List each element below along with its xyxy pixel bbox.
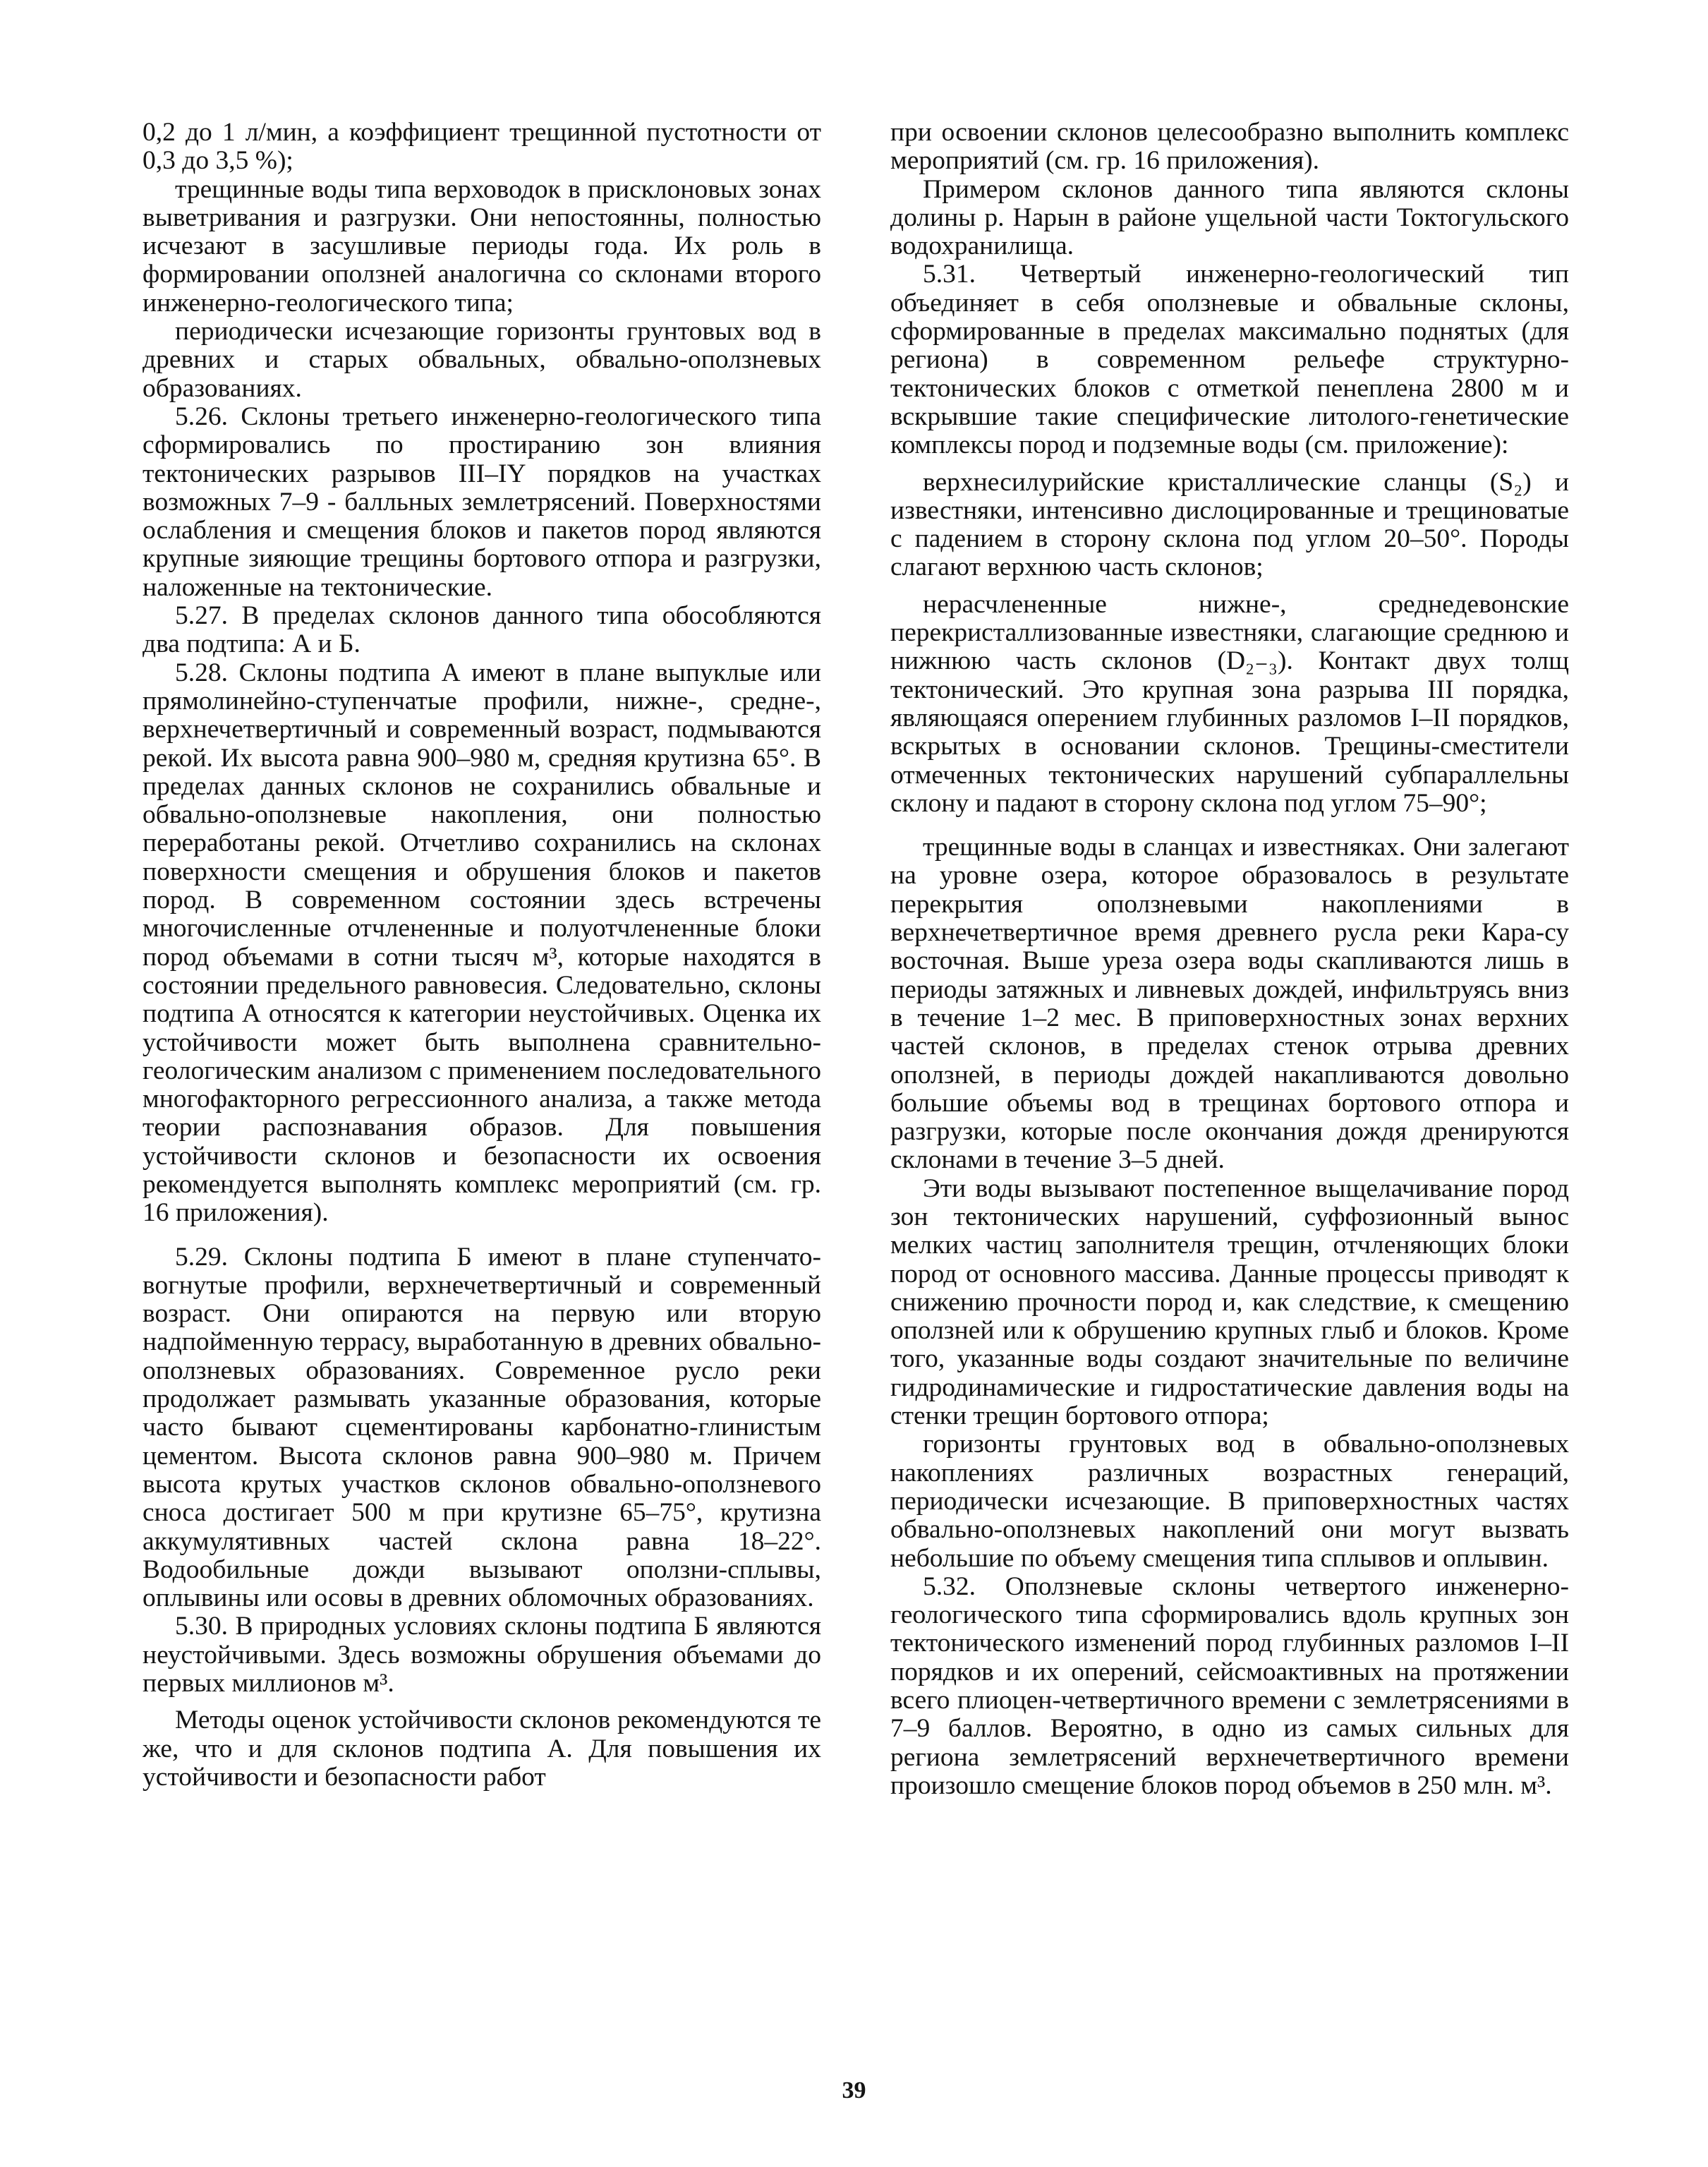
paragraph: Методы оценок устойчивости склонов рекомендуются те же, что и для склонов подтипа А. Для повышения их устойчивости и безопасности работ	[143, 1706, 821, 1792]
paragraph: 5.29. Склоны подтипа Б имеют в плане ступенчато-вогнутые профили, верхнечетвертичный и современный возраст. Они опираются на первую или вторую надпойменную террасу, выработанную в древних обвально-оползневых образованиях. Современное русло реки продолжает размывать указанные образования, которые часто бывают сцементированы карбонатно-глинистым цементом. Высота склонов равна 900–980 м. Причем высота крутых участков склонов обвально-оползневого сноса достигает 500 м при крутизне 65–75°, крутизна аккумулятивных частей склона равна 18–22°. Водообильные дожди вызывают оползни-сплывы, оплывины или осовы в древних обломочных образованиях.	[143, 1242, 821, 1613]
paragraph: 5.32. Оползневые склоны четвертого инженерно-геологического типа сформировались вдоль крупных зон тектонического изменений пород глубинных разломов I–II порядков и их оперений, сейсмоактивных на протяжении всего плиоцен-четвертичного времени с землетрясениями в 7–9 баллов. Вероятно, в одно из самых сильных для региона землетрясений верхнечетвертичного времени произошло смещение блоков пород объемов в 250 млн. м³.	[890, 1571, 1569, 1800]
paragraph: 5.30. В природных условиях склоны подтипа Б являются неустойчивыми. Здесь возможны обрушения объемами до первых миллионов м³.	[143, 1612, 821, 1698]
paragraph: 5.27. В пределах склонов данного типа обособляются два подтипа: А и Б.	[143, 601, 821, 659]
paragraph: горизонты грунтовых вод в обвально-оползневых накоплениях различных возрастных генераций, периодически исчезающие. В приповерхностных частях обвально-оползневых накоплений они могут вызвать небольшие по объему смещения типа сплывов и оплывин.	[890, 1430, 1569, 1573]
paragraph: верхнесилурийские кристаллические сланцы (S₂) и известняки, интенсивно дислоцированные и трещиноватые с падением в сторону склона под углом 20–50°. Породы слагают верхнюю часть склонов;	[890, 467, 1569, 582]
paragraph: Эти воды вызывают постепенное выщелачивание пород зон тектонических нарушений, суффозионный вынос мелких частиц заполнителя трещин, отчленяющих блоки пород от основного массива. Данные процессы приводят к снижению прочности пород и, как следствие, к смещению оползней или к обрушению крупных глыб и блоков. Кроме того, указанные воды создают значительные по величине гидродинамические и гидростатические давления воды на стенки трещин бортового отпора;	[890, 1173, 1569, 1431]
right-column	[890, 119, 1569, 1800]
paragraph: 5.31. Четвертый инженерно-геологический тип объединяет в себя оползневые и обвальные склоны, сформированные в пределах максимально поднятых (для региона) в современном рельефе структурно-тектонических блоков с отметкой пенеплена 2800 м и вскрывшие такие специфические литолого-генетические комплексы пород и подземные воды (см. приложение):	[890, 260, 1569, 460]
paragraph: трещинные воды в сланцах и известняках. Они залегают на уровне озера, которое образовалось в результате перекрытия оползневыми накоплениями в верхнечетвертичное время древнего русла реки Кара-су восточная. Выше уреза озера воды скапливаются лишь в периоды затяжных и ливневых дождей, инфильтруясь вниз в течение 1–2 мес. В приповерхностных зонах верхних частей склонов, в пределах стенок отрыва древних оползней, в периоды дождей накапливаются довольно большие объемы вод в трещинах бортового отпора и разгрузки, которые после окончания дождя дренируются склонами в течение 3–5 дней.	[890, 833, 1569, 1175]
page-number: 39	[842, 2077, 866, 2103]
paragraph: 0,2 до 1 л/мин, а коэффициент трещинной пустотности от 0,3 до 3,5 %);	[143, 118, 821, 176]
paragraph: трещинные воды типа верховодок в присклоновых зонах выветривания и разгрузки. Они непостоянны, полностью исчезают в засушливые периоды года. Их роль в формировании оползней аналогична со склонами второго инженерно-геологического типа;	[143, 174, 821, 318]
paragraph: Примером склонов данного типа являются склоны долины р. Нарын в районе ущельной части Токтогульского водохранилища.	[890, 174, 1569, 261]
paragraph: нерасчлененные нижне-, среднедевонские перекристаллизованные известняки, слагающие среднюю и нижнюю часть склонов (D₂₋₃). Контакт двух толщ тектонический. Это крупная зона разрыва III порядка, являющаяся оперением глубинных разломов I–II порядков, вскрытых в основании склонов. Трещины-сместители отмеченных тектонических нарушений субпараллельны склону и падают в сторону склона под углом 75–90°;	[890, 589, 1569, 818]
paragraph: периодически исчезающие горизонты грунтовых вод в древних и старых обвальных, обвально-оползневых образованиях.	[143, 317, 821, 403]
paragraph: при освоении склонов целесообразно выполнить комплекс мероприятий (см. гр. 16 приложения).	[890, 118, 1569, 176]
left-column	[143, 119, 821, 1792]
paragraph: 5.26. Склоны третьего инженерно-геологического типа сформировались по простиранию зон влияния тектонических разрывов III–IY порядков на участках возможных 7–9 - балльных землетрясений. Поверхностями ослабления и смещения блоков и пакетов пород являются крупные зияющие трещины бортового отпора и разгрузки, наложенные на тектонические.	[143, 402, 821, 602]
paragraph: 5.28. Склоны подтипа А имеют в плане выпуклые или прямолинейно-ступенчатые профили, нижне-, средне-, верхнечетвертичный и современный возраст, подмываются рекой. Их высота равна 900–980 м, средняя крутизна 65°. В пределах данных склонов не сохранились обвальные и обвально-оползневые накопления, они полностью переработаны рекой. Отчетливо сохранились на склонах поверхности смещения и обрушения блоков и пакетов пород. В современном состоянии здесь встречены многочисленные отчлененные и полуотчлененные блоки пород объемами в сотни тысяч м³, которые находятся в состоянии предельного равновесия. Следовательно, склоны подтипа А относятся к категории неустойчивых. Оценка их устойчивости может быть выполнена сравнительно-геологическим анализом с применением последовательного многофакторного регрессионного анализа, а также метода теории распознавания образов. Для повышения устойчивости склонов и безопасности их освоения рекомендуется выполнять комплекс мероприятий (см. гр. 16 приложения).	[143, 658, 821, 1228]
